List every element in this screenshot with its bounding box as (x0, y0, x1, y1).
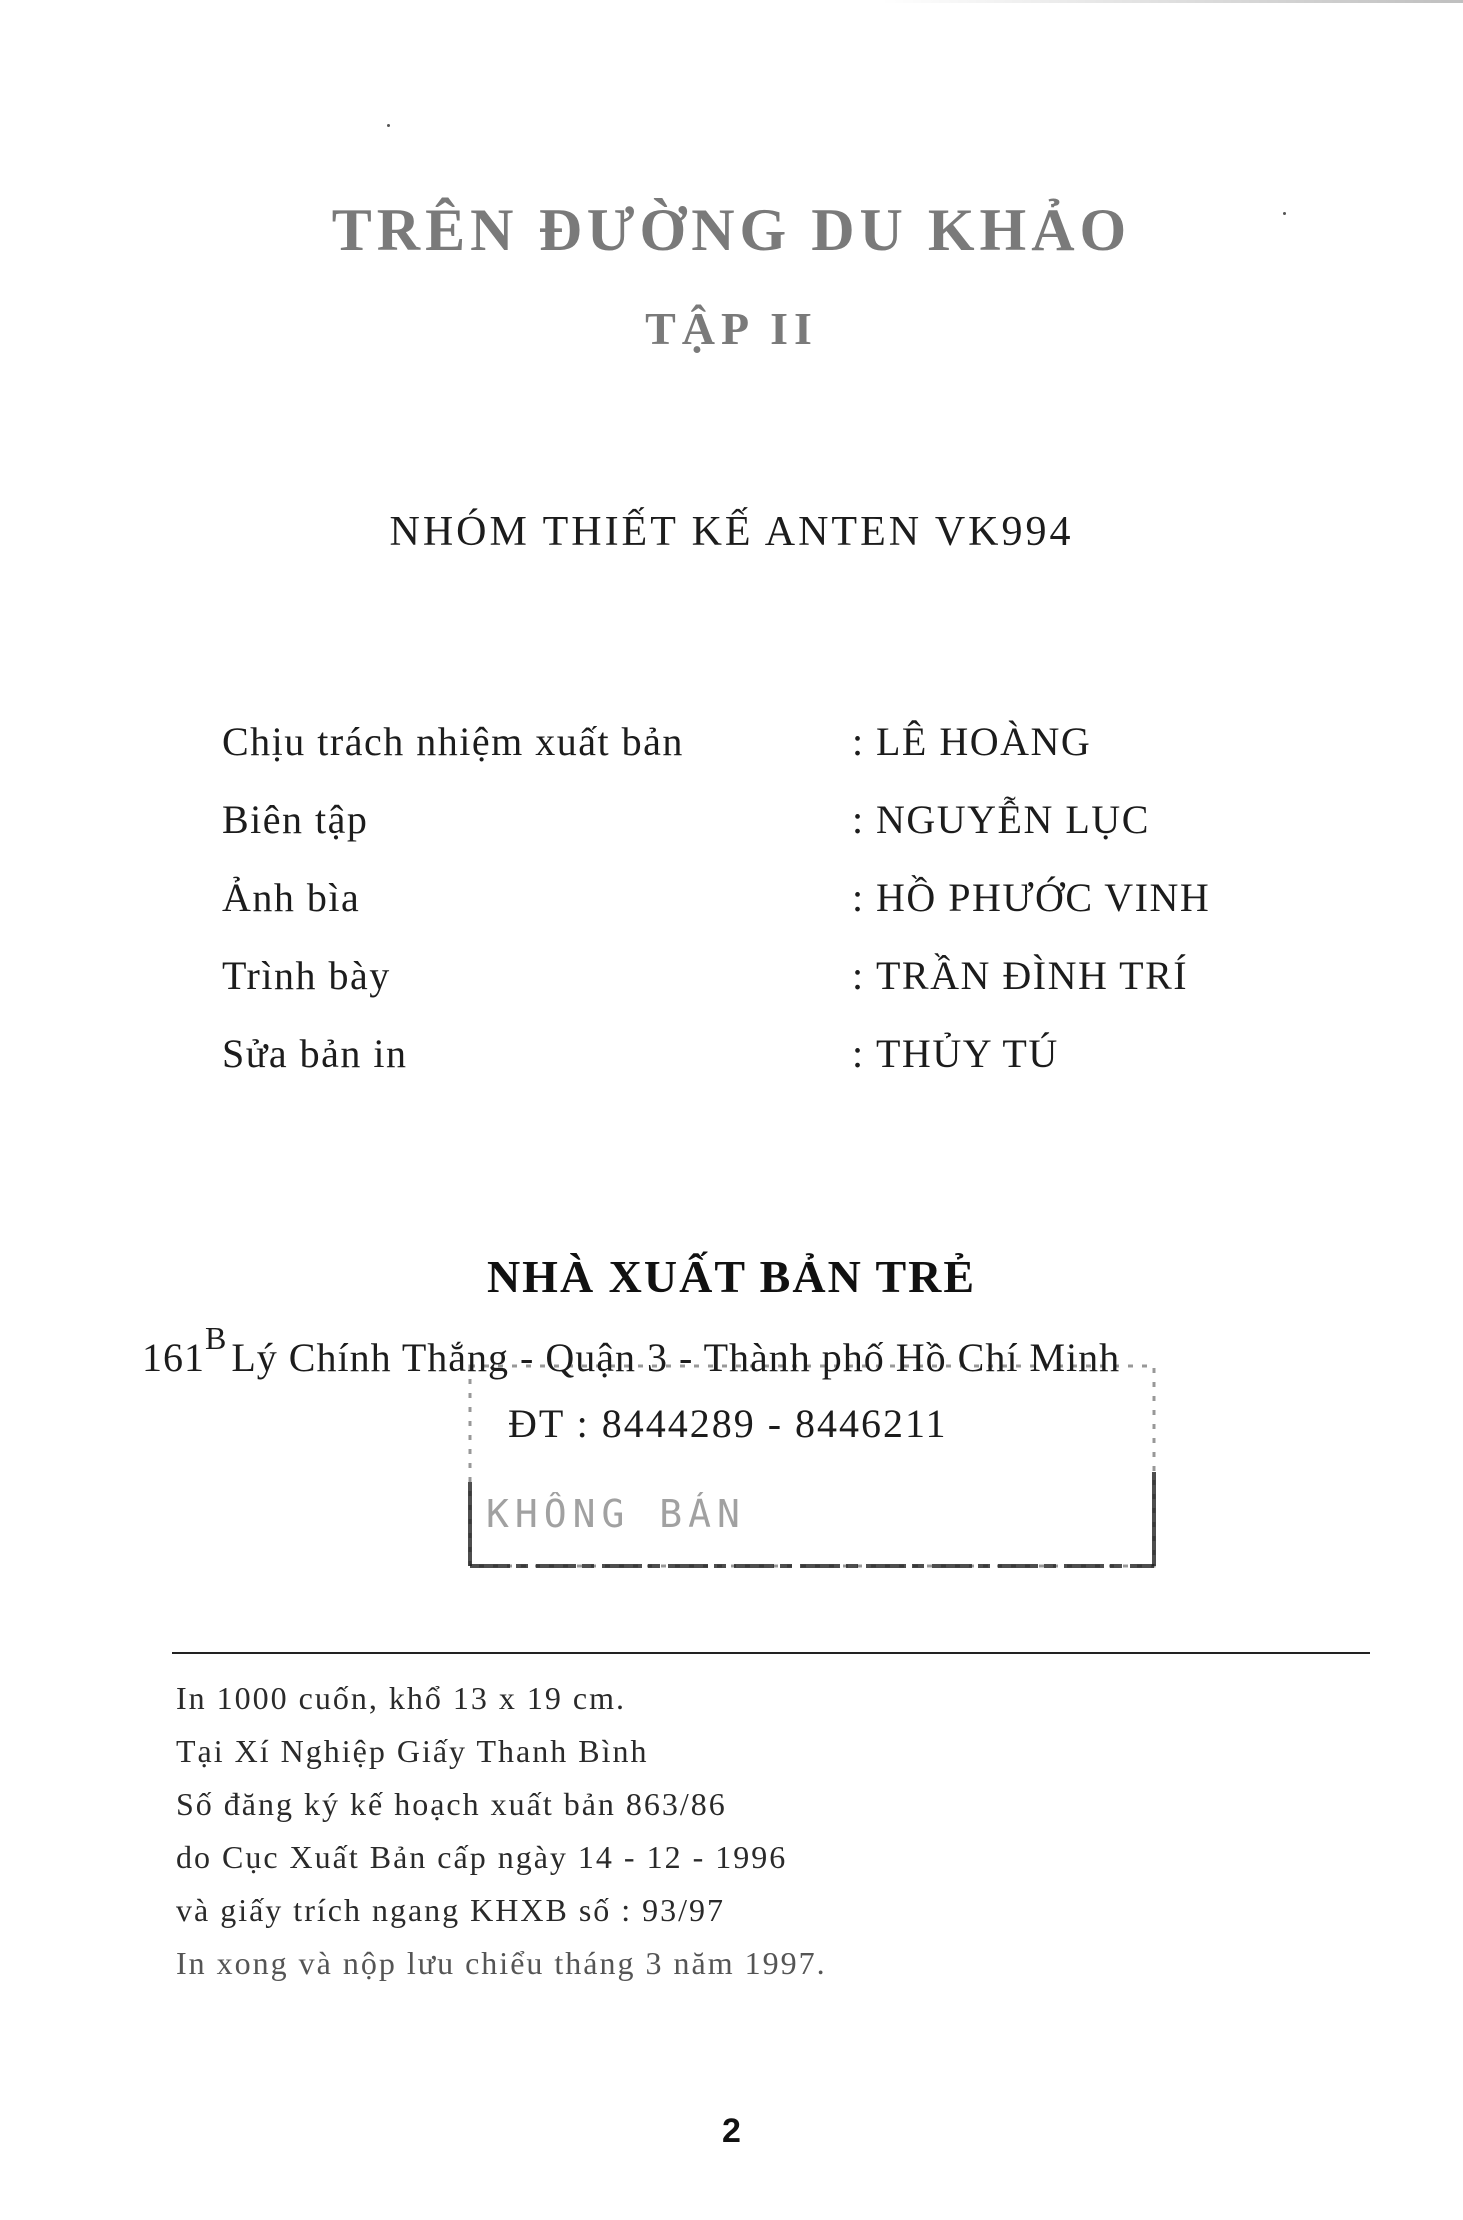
credit-separator: : (852, 875, 865, 920)
credit-name: NGUYỄN LỤC (876, 797, 1150, 842)
credit-separator: : (852, 797, 865, 842)
credit-role: Sửa bản in (222, 1031, 408, 1076)
credit-role: Ảnh bìa (222, 875, 361, 920)
colophon-line: Số đăng ký kế hoạch xuất bản 863/86 (176, 1786, 727, 1822)
credit-name: TRẦN ĐÌNH TRÍ (876, 953, 1189, 998)
address-street: Lý Chính Thắng - Quận 3 - Thành phố Hồ Chí Minh (231, 1335, 1121, 1380)
credits-list (222, 718, 1342, 1108)
credit-role: Trình bày (222, 953, 391, 998)
credit-row (222, 1030, 1342, 1108)
colophon (176, 1680, 1356, 1998)
credit-row (222, 796, 1342, 874)
page-number: 2 (722, 2112, 741, 2150)
stamp-text: KHÔNG BÁN (486, 1492, 746, 1536)
colophon-line: Tại Xí Nghiệp Giấy Thanh Bình (176, 1733, 649, 1769)
divider-line (172, 1652, 1370, 1654)
credit-separator: : (852, 719, 865, 764)
publisher-name: NHÀ XUẤT BẢN TRẺ (486, 1251, 977, 1302)
book-title: TRÊN ĐƯỜNG DU KHẢO (331, 197, 1132, 263)
credit-separator: : (852, 1031, 865, 1076)
address-number: 161 (142, 1335, 205, 1380)
credit-separator: : (852, 953, 865, 998)
credit-name: THỦY TÚ (876, 1031, 1059, 1076)
publisher-address (142, 1320, 1120, 1381)
credit-row (222, 874, 1342, 952)
address-superscript: B (205, 1320, 228, 1356)
credit-role: Chịu trách nhiệm xuất bản (222, 719, 684, 764)
book-author: NHÓM THIẾT KẾ ANTEN VK994 (389, 509, 1074, 555)
credit-role: Biên tập (222, 797, 369, 842)
scan-speck (387, 124, 390, 127)
stamp-frame (464, 1352, 1162, 1574)
credit-name: LÊ HOÀNG (876, 719, 1092, 764)
colophon-line: In 1000 cuốn, khổ 13 x 19 cm. (176, 1680, 626, 1716)
colophon-line: do Cục Xuất Bản cấp ngày 14 - 12 - 1996 (176, 1839, 788, 1875)
colophon-line: và giấy trích ngang KHXB số : 93/97 (176, 1892, 726, 1928)
publisher-phone: ĐT : 8444289 - 8446211 (508, 1401, 948, 1446)
scan-edge-shadow (880, 0, 1463, 3)
credit-row (222, 718, 1342, 796)
credit-row (222, 952, 1342, 1030)
credit-name: HỒ PHƯỚC VINH (876, 875, 1211, 920)
faded-stamp (464, 1352, 1162, 1574)
colophon-line: In xong và nộp lưu chiểu tháng 3 năm 1997. (176, 1945, 827, 1981)
book-volume: TẬP II (645, 303, 818, 354)
